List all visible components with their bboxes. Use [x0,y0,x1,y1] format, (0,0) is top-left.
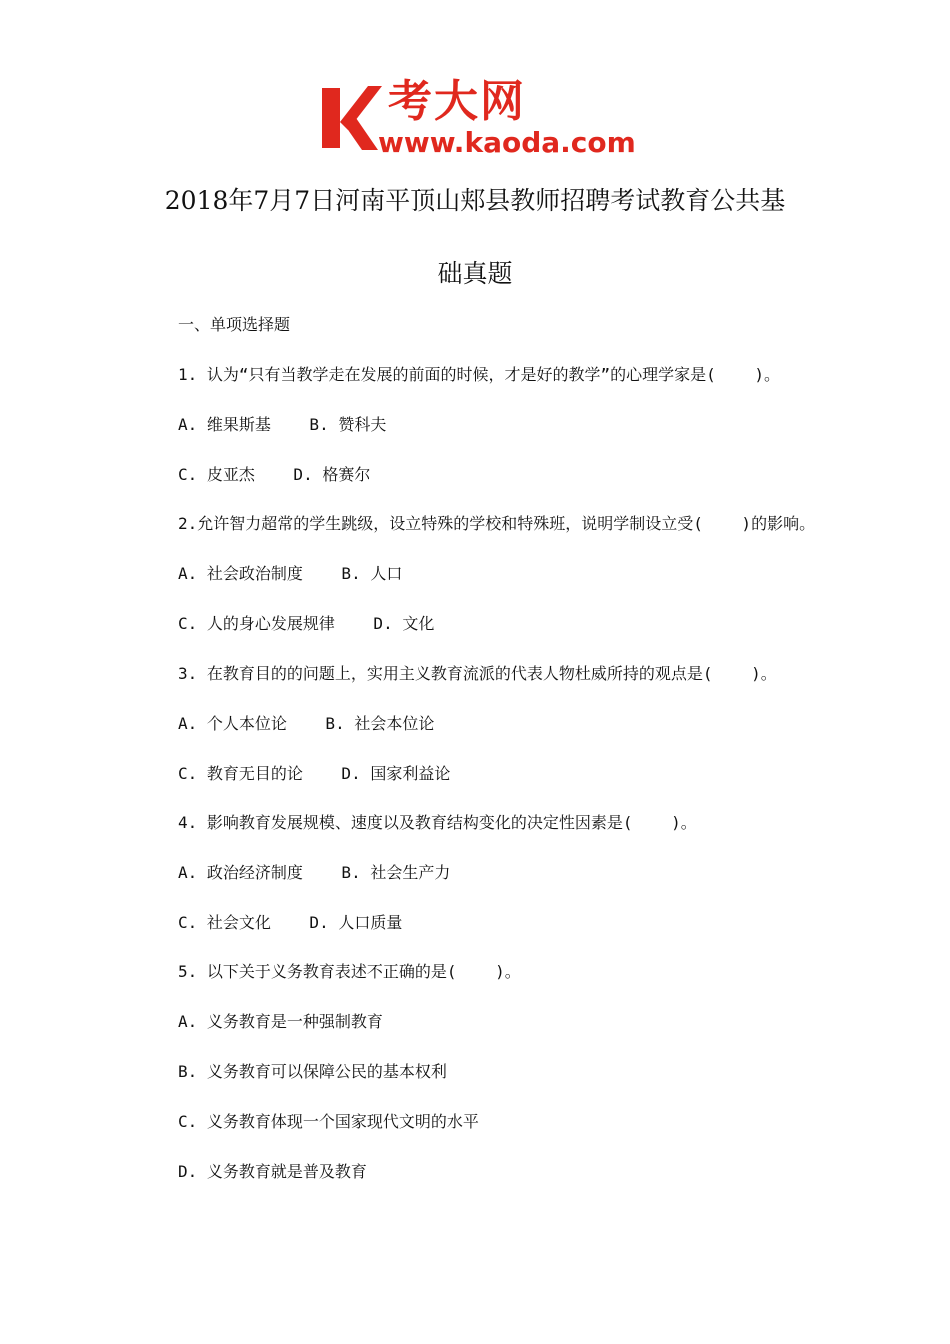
question-stem: 3. 在教育目的的问题上，实用主义教育流派的代表人物杜威所持的观点是( )。 [178,664,777,683]
question-stem: 5. 以下关于义务教育表述不正确的是( )。 [178,962,521,981]
logo-url-text: www.kaoda.com [378,126,636,159]
logo-chinese-text: 考大网 [388,76,526,127]
question-options: A. 义务教育是一种强制教育 [178,1012,383,1031]
question-options: A. 政治经济制度 B. 社会生产力 [178,863,451,882]
question-options: A. 维果斯基 B. 赞科夫 [178,415,387,434]
k-logo-icon [318,82,384,154]
question-stem: 2.允许智力超常的学生跳级，设立特殊的学校和特殊班，说明学制设立受( )的影响。 [178,514,816,533]
question-options: A. 个人本位论 B. 社会本位论 [178,714,435,733]
question-stem: 4. 影响教育发展规模、速度以及教育结构变化的决定性因素是( )。 [178,813,697,832]
question-options: A. 社会政治制度 B. 人口 [178,564,403,583]
section-heading: 一、单项选择题 [178,315,291,334]
question-stem: 1. 认为“只有当教学走在发展的前面的时候，才是好的教学”的心理学家是( )。 [178,365,780,384]
kaoda-logo [318,78,640,162]
question-options: C. 教育无目的论 D. 国家利益论 [178,764,451,783]
question-options: C. 义务教育体现一个国家现代文明的水平 [178,1112,479,1131]
question-options: C. 人的身心发展规律 D. 文化 [178,614,435,633]
question-options: C. 社会文化 D. 人口质量 [178,913,403,932]
question-options: D. 义务教育就是普及教育 [178,1162,367,1181]
question-options: C. 皮亚杰 D. 格赛尔 [178,465,371,484]
question-options: B. 义务教育可以保障公民的基本权利 [178,1062,447,1081]
document-title-line-2: 础真题 [437,259,513,288]
document-title-line-1: 2018年7月7日河南平顶山郏县教师招聘考试教育公共基 [164,186,786,215]
